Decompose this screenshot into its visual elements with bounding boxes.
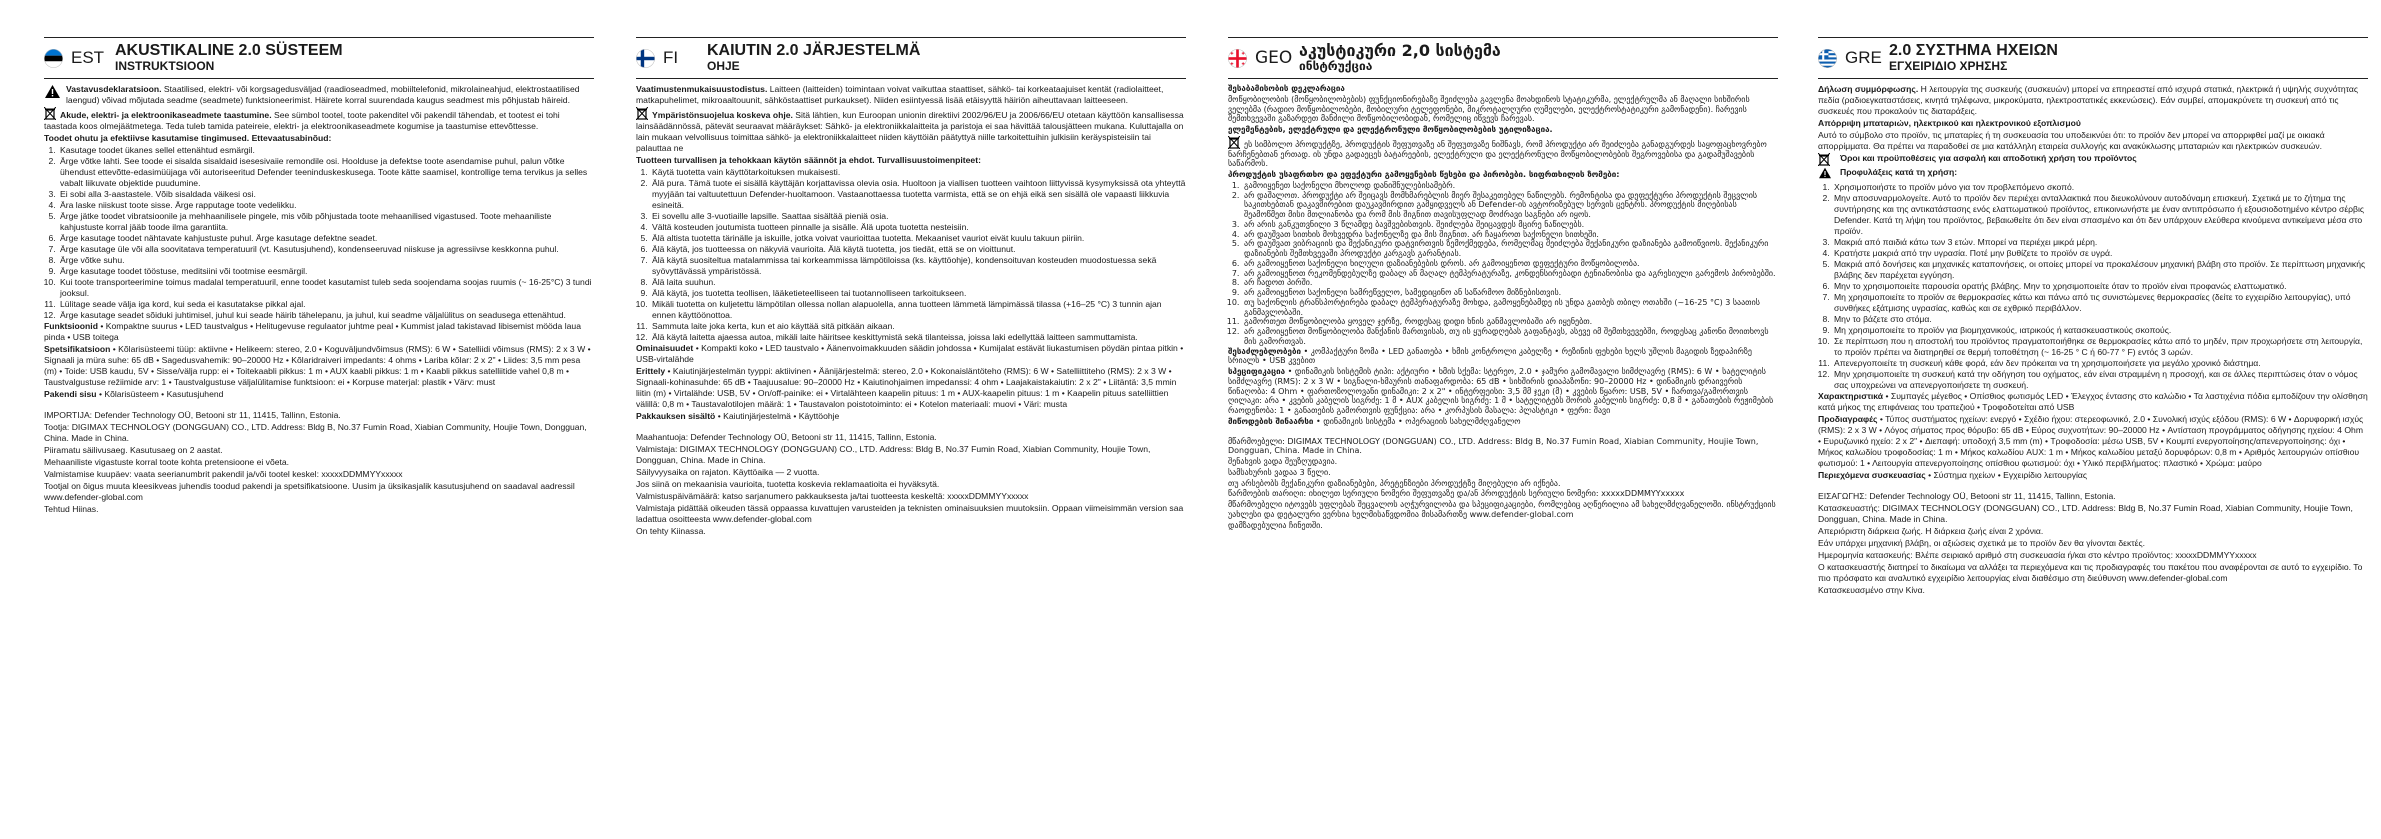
safety-item: 10. Σε περίπτωση που η αποστολή του προϊόντος πραγματοποιήθηκε σε θερμοκρασίες κάτω από το μηδέν, πριν προχωρήσετε στη λειτουργία, το προϊόν πρέπει να διατηρηθεί σε θερμή τοποθέτηση (~ 16-25 ° C ή 60-77 ° F) εντός 3 ωρών. bbox=[1832, 336, 2368, 358]
safety-item: 11. Sammuta laite joka kerta, kun et aio käyttää sitä pitkään aikaan. bbox=[650, 321, 1186, 332]
safety-item: 10. Kui toote transporteerimine toimus madalal temperatuuril, enne toodet kasutamist tuleb seda soojendama soojas ruumis (~ 16-25°C) 3 tundi jooksul. bbox=[58, 277, 594, 299]
header-rule bbox=[44, 78, 594, 79]
functions-text: • Kompaktne suurus • LED taustvalgus • Helitugevuse regulaator juhtme peal • Kummist jalad takistavad libisemist mööda laua pinda • USB toitega bbox=[44, 321, 581, 342]
footer-line: Tehtud Hiinas. bbox=[44, 504, 99, 514]
safety-item: 6. Ärge kasutage toodet nähtavate kahjustuste puhul. Ärge kasutage defektne seadet. bbox=[58, 233, 594, 244]
functions-label: Ominaisuudet bbox=[636, 343, 694, 353]
waste-text: See sümbol tootel, toote pakenditel või pakendil tähendab, et tootest ei tohi taastada koos olmejäätmetega. Teda tuleb tamida pateireie, elektri- ja elektroonikaseadmete kogumise ja taastumise ettevõttesse. bbox=[44, 110, 560, 131]
safety-item: 2. Älä pura. Tämä tuote ei sisällä käyttäjän korjattavissa olevia osia. Huoltoon ja viallisen tuotteen vaihtoon liittyvissä kysymyksissä ota yhteyttä myyjään tai valtuutettuun Defender-huoltamoon. Vastaanottaessa tuotetta varmista, että se on ehjä eikä sen sisällä ole vapaasti liikkuvia esineitä. bbox=[650, 178, 1186, 211]
finland-flag-icon bbox=[636, 49, 655, 68]
safety-item: 3. Ei sovellu alle 3-vuotiaille lapsille. Saattaa sisältää pieniä osia. bbox=[650, 211, 1186, 222]
compliance-heading: Vaatimustenmukaisuustodistus. bbox=[636, 84, 768, 94]
doc-subtitle: ინსტრუქცია bbox=[1299, 59, 1373, 74]
safety-item: 1. გამოიყენეთ საქონელი მხოლოდ დანიშნულებისამებრ. bbox=[1242, 181, 1778, 191]
functions-label: Funktsioonid bbox=[44, 321, 98, 331]
specs-text: • Kaiutinjärjestelmän tyyppi: aktiivinen • Äänijärjestelmä: stereo, 2.0 • Kokonaisläntöteho (RMS): 6 W • Satelliittiteho (RMS): 2 x 3 W • Signaali-kohinasuhde: 65 dB • Taajuusalue: 90–20000 Hz • Kaiutinohjaimen impedanssi: 4 ohm • Laajakaistakaiutin: 2 x 2" • Liitäntä: 3,5 mmin liitin (m) • Virtalähde: USB, 5V • On/off-painike: ei • Virtalähteen kaapelin pituus: 1 m • AUX-kaapelin pituus: 1 m • Kaapelin pituus satelliittien välillä: 0,8 m • Taustavalotilojen määrä: 1 • Taustavalon poistotoiminto: ei • Kotelon materiaali: muovi • Väri: musta bbox=[636, 366, 1177, 409]
footer-line: ΕΙΣΑΓΩΓΗΣ: Defender Technology OÜ, Betooni str 11, 11415, Tallinn, Estonia. bbox=[1818, 491, 2116, 501]
footer-block bbox=[1818, 491, 2368, 596]
footer-line: Ημερομηνία κατασκευής: Βλέπε σειριακό αριθμό στη συσκευασία ή/και στο κέντρο προϊόντος: xxxxxDDMMYYxxxxx bbox=[1818, 550, 2257, 560]
doc-subtitle: ΕΓΧΕΙΡΙΔΙΟ ΧΡΗΣΗΣ bbox=[1889, 59, 2008, 74]
safety-item: 2. Ärge võtke lahti. See toode ei sisalda sisaldaid isesesivaiie remondile osi. Hoolduse ja defektse toote asendamise puhul, palun võtke ühendust ettevõtte-edasimüüjaga või autoriseeritud Defender teeninduskeskusega. Toote kätte saamisel, kontrollige tema tervikus ja selles vabalt liikuvate objektide puudumine. bbox=[58, 156, 594, 189]
footer-block bbox=[44, 410, 594, 515]
safety-item: 9. Ärge kasutage toodet tööstuse, meditsiini või tootmise eesmärgil. bbox=[58, 266, 594, 277]
waste-block bbox=[636, 107, 1186, 154]
georgia-flag-icon bbox=[1228, 49, 1247, 68]
waste-block bbox=[1228, 136, 1778, 169]
footer-line: Valmistuspäivämäärä: katso sarjanumero pakkauksesta ja/tai tuotteesta keskeltä: xxxxxDDMMYYxxxxx bbox=[636, 491, 1029, 501]
safety-item: 6. Μην το χρησιμοποιείτε παρουσία ορατής βλάβης. Μην το χρησιμοποιείτε όταν το προϊόν είναι προφανώς ελαττωματικό. bbox=[1832, 281, 2368, 292]
functions-text: • კომპაქტური ზომა • LED განათება • ხმის კონტროლი კაბელზე • რეზინის ფეხები ხელს უშლის მაგიდის ზედაპირზე სრიალს • USB კვებით bbox=[1228, 346, 1752, 366]
safety-item: 2. არ დაშალოთ. პროდუქტი არ შეიცავს მომხმარებლის მიერ შესაკეთებელ ნაწილებს. რემონტისა და დეფექტური პროდუქტის შეცვლის საკითხებთან დაკავშირებით დაუკავშირდით გამყიდველს ან Defender-ის ავტორიზებულ სერვის ცენტრს. პროდუქტის მიღებისას შეამოწმეთ მისი მთლიანობა და რომ მის შიგნით თავისუფლად მოძრავი საგნები არ იყოს. bbox=[1242, 191, 1778, 220]
footer-line: მწარმოებელი: DIGIMAX TECHNOLOGY (DONGGUAN) CO., LTD. Address: Bldg B, No.37 Fumin Road, Xiabian Community, Houjie Town, Dongguan, China. Made in China. bbox=[1228, 436, 1759, 456]
safety-item: 8. არ ჩადოთ პირში. bbox=[1242, 278, 1778, 288]
waste-block bbox=[44, 107, 594, 132]
safety-list bbox=[1228, 181, 1778, 347]
header-rule bbox=[636, 78, 1186, 79]
safety-item: 5. არ დაუშვათ ვიბრაციის და მექანიკური დატვირთვის ზემოქმედება, რომელმაც შეიძლება მექანიკური დაზიანება გამოიწვიოს. მექანიკური დაზიანების შემთხვევაში პროდუქტი კარგავს გარანტიას. bbox=[1242, 239, 1778, 259]
column-fi bbox=[636, 37, 1186, 538]
footer-line: Piiramatu säilivusaeg. Kasutusaeg on 2 aastat. bbox=[44, 445, 223, 455]
safety-heading: Toodet ohutu ja efektiivse kasutamise tingimused. Ettevaatusabinõud: bbox=[44, 133, 332, 143]
waste-heading: Απόρριψη μπαταριών, ηλεκτρικού και ηλεκτρονικού εξοπλισμού bbox=[1818, 118, 2081, 128]
estonia-flag-icon bbox=[44, 49, 63, 68]
specs-text: • Kõlarisüsteemi tüüp: aktiivne • Helikeem: stereo, 2.0 • Koguväljundvõimsus (RMS): 6 W • Satelliidi võimsus (RMS): 2 x 3 W • Signaali ja müra suhe: 65 dB • Sagedusvahemik: 90–20000 Hz • Kõlaridraiveri impedants: 4 ohms • Lariba kõlar: 2 x 2" • Liides: 3,5 mm pesa (m) • Toide: USB kaudu, 5V • Sisse/välja rupp: ei • Toitekaabli pikkus: 1 m • AUX kaabli pikkus: 1 m • Kaabli pikkus satelliitide vahel 0,8 m • Taustvalgustuse režiimide arv: 1 • Taustvalgustuse väljalülitamise funktsioon: ei • Korpuse materjal: plastik • Värv: must bbox=[44, 344, 591, 387]
safety-item: 12. არ გამოიყენოთ მოწყობილობა მანქანის მართვისას, თუ ის ყურადღებას გაფანტავს, ასევე იმ შემთხვევებში, როდესაც კანონი მოითხოვს მის გამორთვას. bbox=[1242, 327, 1778, 347]
lang-code: GEO bbox=[1255, 47, 1293, 68]
crossed-bin-icon bbox=[44, 107, 56, 120]
footer-line: Tootjal on õigus muuta kleesikveas juhendis toodud pakendi ja spetsifikatsioone. Uusim ja üksikasjalik kasutusjuhend on saadaval aadressil www.defender-global.com bbox=[44, 481, 575, 502]
footer-line: Maahantuoja: Defender Technology OÜ, Betooni str 11, 11415, Tallinn, Estonia. bbox=[636, 432, 937, 442]
box-text: • Kaiutinjärjestelmä • Käyttöohje bbox=[717, 411, 840, 421]
footer-line: სამსახურის ვადაა 3 წელი. bbox=[1228, 467, 1331, 477]
safety-item: 5. Ärge jätke toodet vibratsioonile ja mehhaanilisele pingele, mis võib põhjustada toote mehaanilised vigastused. Toote mehaaniliste kahjustuste korral jääb toode ilma garantiita. bbox=[58, 211, 594, 233]
safety-item: 7. Ärge kasutage üle või alla soovitatava temperatuuril (vt. Kasutusjuhend), kondenseeruvad niiskuse ja agressiivse keskkonna puhul. bbox=[58, 244, 594, 255]
safety-item: 10. Mikäli tuotetta on kuljetettu lämpötilan ollessa nollan alapuolella, anna tuotteen lämmetä lämpimässä tilassa (+16–25 °C) 3 tunnin ajan ennen käyttöönottoa. bbox=[650, 299, 1186, 321]
compliance-text: Laitteen (laitteiden) toimintaan voivat vaikuttaa staattiset, sähkö- tai korkeataajuiset kentät (radiolaitteet, matkapuhelimet, mikroaaltouunit, sähköstaattiset purkaukset). Niiden esiintyessä lisää etäisyyttä häiriön aiheuttavaan laitteeseen. bbox=[636, 84, 1164, 105]
compliance-heading: Δήλωση συμμόρφωσης. bbox=[1818, 84, 1919, 94]
footer-line: IMPORTIJA: Defender Technology OÜ, Betooni str 11, 11415, Tallinn, Estonia. bbox=[44, 410, 341, 420]
lang-code: FI bbox=[663, 48, 679, 68]
safety-item: 1. Χρησιμοποιήστε το προϊόν μόνο για τον προβλεπόμενο σκοπό. bbox=[1832, 182, 2368, 193]
header-rule bbox=[1818, 78, 2368, 79]
footer-line: Απεριόριστη διάρκεια ζωής. Η διάρκεια ζωής είναι 2 χρόνια. bbox=[1818, 526, 2044, 536]
footer-line: Κατασκευαστής: DIGIMAX TECHNOLOGY (DONGGUAN) CO., LTD. Address: Bldg B, No.37 Fumin Road, Xiabian Community, Houjie Town, Dongguan, China. Made in China. bbox=[1818, 503, 2353, 524]
safety-heading: Όροι και προϋποθέσεις για ασφαλή και αποδοτική χρήση του προϊόντος bbox=[1840, 153, 2137, 163]
safety-item: 4. Vältä kosteuden joutumista tuotteen pinnalle ja sisälle. Älä upota tuotetta nesteisiin. bbox=[650, 222, 1186, 233]
footer-line: Tootja: DIGIMAX TECHNOLOGY (DONGGUAN) CO., LTD. Address: Bldg B, No.37 Fumin Road, Xiabian Community, Houjie Town, Dongguan, China. Made in China. bbox=[44, 422, 587, 443]
specs-text: • დინამიკის სისტემის ტიპი: აქტიური • ხმის სქემა: სტერეო, 2.0 • ჯამური გამომავალი სიმძლავრე (RMS): 6 W • სატელიტის სიმძლავრე (RMS): 2 x 3 W • სიგნალი-ხმაურის თანაფარდობა: 65 dB • სიხშირის დიაპაზონი: 90–20000 Hz • დინამიკის დრაივერის წინაღობა: 4 Ohm • ფართოზოლოვანი დინამიკი: 2 x 2" • ინტერფეისი: 3,5 მმ ჯეკი (მ) • კვების წყარო: USB, 5V • ჩართვა/გამორთვის ღილაკი: არა • კვების კაბელის სიგრძე: 1 მ • AUX კაბელის სიგრძე: 1 მ • სატელიტებს შორის კაბელის სიგრძე: 0,8 მ • განათების რეჟიმების რაოდენობა: 1 • განათების გამორთვის ფუნქცია: არა • კორპუსის მასალა: პლასტიკი • ფერი: შავი bbox=[1228, 367, 1774, 415]
crossed-bin-icon bbox=[1228, 136, 1240, 149]
header-rule bbox=[1228, 78, 1778, 79]
compliance-heading: შესაბამისობის დეკლარაცია bbox=[1228, 84, 1345, 93]
waste-heading: Ympäristönsuojelua koskeva ohje. bbox=[652, 110, 793, 120]
compliance-text: მოწყობილობის (მოწყობილობების) ფუნქციონირებაზე შეიძლება გავლენა მოახდინოს სტატიკურმა, ელექტრულმა ან მაღალი სიხშირის ველებმა (რადიო მოწყობილობები, მობილური ტელეფონები, მიკროტალღური ღუმელები, ელექტროსტატიკური გამონადენი). ჩარევის შემთხვევაში გაზარდეთ მანძილი მოწყობილობიდან, რომელიც იწვევს ჩარევას. bbox=[1228, 94, 1750, 124]
footer-line: Εάν υπάρχει μηχανική βλάβη, οι αξιώσεις σχετικά με το προϊόν δεν θα γίνονται δεκτές. bbox=[1818, 538, 2145, 548]
footer-block bbox=[636, 432, 1186, 537]
footer-line: მწარმოებელი იტოვებს უფლებას შეცვალოს აღჭურვილობა და სპეციფიკაციები, რომლებიც აღწერილია ამ სახელმძღვანელოში. ინსტრუქციის უახლესი და დეტალური ვერსია ხელმისაწვდომია მისამართზე www.defender-global.com bbox=[1228, 500, 1776, 519]
safety-item: 1. Käytä tuotetta vain käyttötarkoituksen mukaisesti. bbox=[650, 167, 1186, 178]
box-text: • Kõlarisüsteem • Kasutusjuhend bbox=[98, 389, 224, 399]
safety-list bbox=[636, 167, 1186, 343]
lang-code: EST bbox=[71, 48, 105, 68]
safety-item: 10. თუ საქონლის ტრანსპორტირება დაბალ ტემპერატურაზე მოხდა, გამოყენებამდე ის უნდა გათბეს თბილ ოთახში (~16-25 °C) 3 საათის განმავლობაში. bbox=[1242, 298, 1778, 318]
functions-label: Χαρακτηριστικά bbox=[1818, 391, 1884, 401]
waste-text: Αυτό το σύμβολο στο προϊόν, τις μπαταρίες ή τη συσκευασία του υποδεικνύει ότι: το προϊόν δεν μπορεί να απορριφθεί μαζί με οικιακά απορρίμματα. Θα πρέπει να παραδοθεί σε μια κατάλληλη εταιρεία συλλογής και ανακύκλωσης μπαταριών και ηλεκτρικών συσκευών. bbox=[1818, 130, 2325, 151]
compliance-heading: Vastavusdeklaratsioon. bbox=[66, 84, 162, 94]
column-header bbox=[1228, 38, 1778, 78]
column-header bbox=[44, 38, 594, 78]
safety-item: 8. Ärge võtke suhu. bbox=[58, 255, 594, 266]
lang-code: GRE bbox=[1845, 48, 1882, 68]
safety-item: 9. Älä käytä, jos tuotetta teollisen, lääketieteelliseen tai tuotannolliseen tarkoitukseen. bbox=[650, 288, 1186, 299]
safety-item: 9. არ გამოიყენოთ საქონელი სამრეწველო, სამედიცინო ან საწარმოო მიზნებისთვის. bbox=[1242, 288, 1778, 298]
doc-subtitle: INSTRUKTSIOON bbox=[115, 59, 215, 74]
footer-line: Κατασκευασμένο στην Κίνα. bbox=[1818, 585, 1925, 595]
waste-heading: Akude, elektri- ja elektroonikaseadmete taastumine. bbox=[60, 110, 272, 120]
safety-item: 8. Älä laita suuhun. bbox=[650, 277, 1186, 288]
safety-item: 9. Μη χρησιμοποιείτε το προϊόν για βιομηχανικούς, ιατρικούς ή κατασκευαστικούς σκοπούς. bbox=[1832, 325, 2368, 336]
footer-line: Valmistaja pidättää oikeuden tässä oppaassa kuvattujen varusteiden ja teknisten ominaisuuksien muutoksiin. Oppaan viimeisimmän version saa ladattua osoitteesta www.defender-global.com bbox=[636, 503, 1184, 524]
footer-line: On tehty Kiinassa. bbox=[636, 526, 706, 536]
safety-item: 3. Ei sobi alla 3-aastastele. Võib sisaldada väikesi osi. bbox=[58, 189, 594, 200]
waste-text: Sitä lähtien, kun Euroopan unionin direktiivi 2002/96/EU ja 2006/66/EU otetaan käyttöön kansallisessa lainsäädännössä, pätevät seuraavat määräykset: Sähkö- ja elektroniikkalaitteita ja paristoja ei saa hävittää talousjätteen mukana. Kuluttajalla on lain mukaan velvollisuus toimittaa sähkö- ja elektroniikkalaitteet niiden käyttöiän päätyttyä niille tarkoitettuihin julkisiin keräyspisteisiin tai palauttaa ne bbox=[636, 110, 1184, 153]
compliance-text: Η λειτουργία της συσκευής (συσκευών) μπορεί να επηρεαστεί από ισχυρά στατικά, ηλεκτρικά ή υψηλής συχνότητας πεδία (ραδιοεγκαταστάσεις, κινητά τηλέφωνα, μικροκύματα, ηλεκτροστατικές εκκενώσεις). Εάν συμβεί, απομακρύνετε τη συσκευή από τις συσκευές που προκαλούν τις διαταράξεις. bbox=[1818, 84, 2358, 116]
safety-item: 4. არ დაუშვათ სითხის მოხვედრა საქონელზე და მის შიგნით. არ ჩაყაროთ საქონელი სითხეში. bbox=[1242, 230, 1778, 240]
warning-icon bbox=[44, 84, 66, 107]
doc-title: KAIUTIN 2.0 JÄRJESTELMÄ bbox=[707, 42, 921, 60]
doc-subtitle: OHJE bbox=[707, 59, 740, 74]
safety-item: 6. Älä käytä, jos tuotteessa on näkyviä vaurioita. Älä käytä tuotetta, jos tiedät, että se on vioittunut. bbox=[650, 244, 1186, 255]
footer-line: წარმოების თარიღი: იხილეთ სერიული ნომერი შეფუთვაზე და/ან პროდუქტის სერიული ნომერი: xxxxxDDMMYYxxxxx bbox=[1228, 489, 1685, 499]
safety-item: 7. Älä käytä suositeltua matalammissa tai korkeammissa lämpötiloissa (ks. käyttöohje), kondensoituvan kosteuden muodostuessa sekä syövyttävässä ympäristössä. bbox=[650, 255, 1186, 277]
safety-item: 3. არ არის განკუთვნილი 3 წლამდე ბავშვებისთვის. შეიძლება შეიცავდეს მცირე ნაწილებს. bbox=[1242, 220, 1778, 230]
footer-line: Säilyvyysaika on rajaton. Käyttöaika — 2 vuotta. bbox=[636, 467, 820, 477]
safety-item: 12. Μην χρησιμοποιείτε τη συσκευή κατά την οδήγηση του οχήματος, εάν είναι στραμμένη η προσοχή, και σε άλλες περιπτώσεις όταν ο νόμος σας υποχρεώνει να απενεργοποιήσετε τη συσκευή. bbox=[1832, 369, 2368, 391]
footer-line: Jos siinä on mekaanisia vaurioita, tuotetta koskevia reklamaatioita ei hyväksytä. bbox=[636, 479, 940, 489]
waste-text: ეს სიმბოლო პროდუქტზე, პროდუქტის შეფუთვაზე ან შეფუთვაზე ნიშნავს, რომ პროდუქტი არ შეიძლება განადგურდეს საყოფაცხოვრებო ნარჩენებთან ერთად. ის უნდა გადაეცეს ბატარეების, ელექტრული და ელექტრონული მოწყობილობების შეგროვებისა და გადამუშავების საწარმოს. bbox=[1228, 139, 1767, 169]
compliance-text: Staatilised, elektri- või korgsagedusväljad (raadioseadmed, mobiiltelefonid, mikrolaineahjud, elektrostaatilised laengud) võivad mõjutada seadme (seadmete) funktsioneerimist. Häirete korral suurendada kaugus seadmest mis põhjustab häireid. bbox=[66, 84, 580, 105]
compliance-block bbox=[44, 84, 594, 107]
footer-line: Valmistamise kuupäev: vaata seerianumbrit pakendil ja/või tootel keskel: xxxxxDDMMYYxxxxx bbox=[44, 469, 403, 479]
safety-item: 11. Lülitage seade välja iga kord, kui seda ei kasutatakse pikkal ajal. bbox=[58, 299, 594, 310]
safety-item: 7. Μη χρησιμοποιείτε το προϊόν σε θερμοκρασίες κάτω και πάνω από τις συνιστώμενες θερμοκρασίες (δείτε το εγχειρίδιο λειτουργίας), υπό συνθήκες εξάτμισης υγρασίας, καθώς και σε εχθρικό περιβάλλον. bbox=[1832, 292, 2368, 314]
safety-item: 12. Älä käytä laitetta ajaessa autoa, mikäli laite häiritsee keskittymistä sekä tilanteissa, joissa laki edellyttää laitteen sammuttamista. bbox=[650, 332, 1186, 343]
box-label: Pakendi sisu bbox=[44, 389, 97, 399]
column-est bbox=[44, 37, 594, 516]
doc-title: აკუსტიკური 2,0 სისტემა bbox=[1299, 41, 1501, 61]
column-header bbox=[1818, 38, 2368, 78]
waste-heading: ელემენტების, ელექტრული და ელექტრონული მოწყობილობების უტილიზაცია. bbox=[1228, 125, 1553, 134]
safety-item: 12. Ärge kasutage seadet sõiduki juhtimisel, juhul kui seade häirib tähelepanu, ja juhul, kui seadme väljalülitus on seadusega ettenähtud. bbox=[58, 310, 594, 321]
box-label: Περιεχόμενα συσκευασίας bbox=[1818, 470, 1926, 480]
safety-item: 6. არ გამოიყენოთ საქონელი ხილული დაზიანებების დროს. არ გამოიყენოთ დეფექტური მოწყობილობა. bbox=[1242, 259, 1778, 269]
safety-item: 4. Κρατήστε μακριά από την υγρασία. Ποτέ μην βυθίζετε το προϊόν σε υγρά. bbox=[1832, 248, 2368, 259]
safety-heading: პროდუქტის უსაფრთხო და ეფექტური გამოყენების წესები და პირობები. სიფრთხილის ზომები: bbox=[1228, 170, 1620, 179]
safety-head-block bbox=[1818, 153, 2368, 167]
footer-line: თუ არსებობს მექანიკური დაზიანებები, პრეტენზიები პროდუქტზე მიღებული არ იქნება. bbox=[1228, 478, 1561, 488]
safety-item: 11. გამორთეთ მოწყობილობა ყოველ ჯერზე, როდესაც დიდი ხნის განმავლობაში არ იყენებთ. bbox=[1242, 317, 1778, 327]
specs-label: სპეციფიკაცია bbox=[1228, 367, 1286, 376]
crossed-bin-icon bbox=[1818, 153, 1830, 166]
footer-block bbox=[1228, 437, 1778, 531]
doc-title: 2.0 ΣΥΣΤΗΜΑ ΗΧΕΙΩΝ bbox=[1889, 42, 2058, 60]
box-label: მიწოდების შინაარსი bbox=[1228, 416, 1314, 426]
functions-text: • Συμπαγές μέγεθος • Οπίσθιος φωτισμός LED • Έλεγχος έντασης στο καλώδιο • Τα λαστιχένια πόδια εμποδίζουν την ολίσθηση κατά μήκος της επιφάνειας του τραπεζιού • Τροφοδοτείται από USB bbox=[1818, 391, 2368, 412]
safety-list bbox=[1818, 182, 2368, 391]
specs-text: • Τύπος συστήματος ηχείων: ενεργό • Σχέδιο ήχου: στερεοφωνικό, 2.0 • Συνολική ισχύς εξόδου (RMS): 6 W • Δορυφορική ισχύς (RMS): 2 x 3 W • Λόγος σήματος προς θόρυβο: 65 dB • Εύρος συχνοτήτων: 90–20000 Hz • Αντίσταση προγράμματος οδήγησης ηχείου: 4 Ohm • Ευρυζωνικό ηχείο: 2 x 2" • Διεπαφή: υποδοχή 3,5 mm (m) • Τροφοδοσία: μέσω USB, 5V • Κουμπί ενεργοποίησης/απενεργοποίησης: όχι • Μήκος καλωδίου τροφοδοσίας: 1 m • Μήκος καλωδίου AUX: 1 m • Μήκος καλωδίου μεταξύ δορυφόρων: 0,8 m • Αριθμός λειτουργιών οπίσθιου φωτισμού: 1 • Λειτουργία απενεργοποίησης οπίσθιου φωτισμού: όχι • Υλικό περιβλήματος: πλαστικό • Χρώμα: μαύρο bbox=[1818, 414, 2364, 468]
warning-icon bbox=[1818, 167, 1840, 182]
safety-list bbox=[44, 145, 594, 321]
doc-title: AKUSTIKALINE 2.0 SÜSTEEM bbox=[115, 42, 343, 60]
safety-item: 1. Kasutage toodet ükanes sellel ettenähtud esmärgil. bbox=[58, 145, 594, 156]
column-gre bbox=[1818, 37, 2368, 597]
crossed-bin-icon bbox=[636, 107, 648, 120]
column-header bbox=[636, 38, 1186, 78]
safety-item: 5. Älä altista tuotetta tärinälle ja iskuille, jotka voivat vaurioittaa tuotetta. Mekaaniset vauriot eivät kuulu takuun piiriin. bbox=[650, 233, 1186, 244]
box-text: • Σύστημα ηχείων • Εγχειρίδιο λειτουργίας bbox=[1928, 470, 2088, 480]
specs-label: Spetsifikatsioon bbox=[44, 344, 111, 354]
safety-subheading: Προφυλάξεις κατά τη χρήση: bbox=[1840, 167, 1958, 177]
greece-flag-icon bbox=[1818, 49, 1837, 68]
safety-item: 8. Μην το βάζετε στο στόμα. bbox=[1832, 314, 2368, 325]
footer-line: დამზადებულია ჩინეთში. bbox=[1228, 520, 1323, 530]
functions-text: • Kompakti koko • LED taustvalo • Äänenvoimakkuuden säädin johdossa • Kumijalat estävät liukastumisen pöydän pintaa pitkin • USB-virtalähde bbox=[636, 343, 1184, 364]
specs-label: Προδιαγραφές bbox=[1818, 414, 1878, 424]
box-label: Pakkauksen sisältö bbox=[636, 411, 716, 421]
box-text: • დინამიკის სისტემა • ოპერაციის სახელმძღვანელო bbox=[1315, 416, 1521, 426]
safety-item: 2. Μην αποσυναρμολογείτε. Αυτό το προϊόν δεν περιέχει ανταλλακτικά που διευκολύνουν αυτοδύναμη επισκευή. Σχετικά με το ζήτημα της συντήρησης και της αντικατάστασης ενός ελαττωματικού προϊόντος, επικοινωνήστε με έναν αντιπρόσωπο ή εξουσιοδοτημένο κέντρο σέρβις Defender. Κατά τη λήψη του προϊόντος, βεβαιωθείτε ότι δεν είναι σπασμένο και ότι δεν υπάρχουν ελεύθερα κινούμενα αντικείμενα μέσα στο προϊόν. bbox=[1832, 193, 2368, 237]
column-geo bbox=[1228, 37, 1778, 531]
specs-label: Erittely bbox=[636, 366, 666, 376]
safety-item: 7. არ გამოიყენოთ რეკომენდებულზე დაბალ ან მაღალ ტემპერატურაზე, კონდენსირებადი ტენიანობისა და აგრესიული გარემოს პირობებში. bbox=[1242, 269, 1778, 279]
safety-item: 3. Μακριά από παιδιά κάτω των 3 ετών. Μπορεί να περιέχει μικρά μέρη. bbox=[1832, 237, 2368, 248]
safety-item: 4. Ära laske niiskust toote sisse. Ärge rapputage toote vedelikku. bbox=[58, 200, 594, 211]
footer-line: Valmistaja: DIGIMAX TECHNOLOGY (DONGGUAN) CO., LTD. Address: Bldg B, No.37 Fumin Road, Xiabian Community, Houjie Town, Dongguan, China. Made in China. bbox=[636, 444, 1151, 465]
safety-heading: Tuotteen turvallisen ja tehokkaan käytön säännöt ja ehdot. Turvallisuustoimenpiteet: bbox=[636, 155, 981, 165]
footer-line: Ο κατασκευαστής διατηρεί το δικαίωμα να αλλάξει τα περιεχόμενα και τις προδιαγραφές του πακέτου που αναφέρονται σε αυτό το εγχειρίδιο. Το πιο πρόσφατο και αναλυτικό εγχειρίδιο λειτουργίας είναι διαθέσιμο στη διεύθυνση www.defender-global.com bbox=[1818, 562, 2363, 583]
safety-item: 5. Μακριά από δονήσεις και μηχανικές καταπονήσεις, οι οποίες μπορεί να προκαλέσουν μηχανική βλάβη στο προϊόν. Σε περίπτωση μηχανικής βλάβης δεν παρέχεται εγγύηση. bbox=[1832, 259, 2368, 281]
footer-line: Mehaaniliste vigastuste korral toote kohta pretensioone ei võeta. bbox=[44, 457, 290, 467]
functions-label: შესაძლებლობები bbox=[1228, 346, 1301, 356]
safety-item: 11. Απενεργοποιείτε τη συσκευή κάθε φορά, εάν δεν πρόκειται να τη χρησιμοποιήσετε για μεγάλο χρονικό διάστημα. bbox=[1832, 358, 2368, 369]
footer-line: შენახვის ვადა შეუზღუდავია. bbox=[1228, 457, 1338, 466]
